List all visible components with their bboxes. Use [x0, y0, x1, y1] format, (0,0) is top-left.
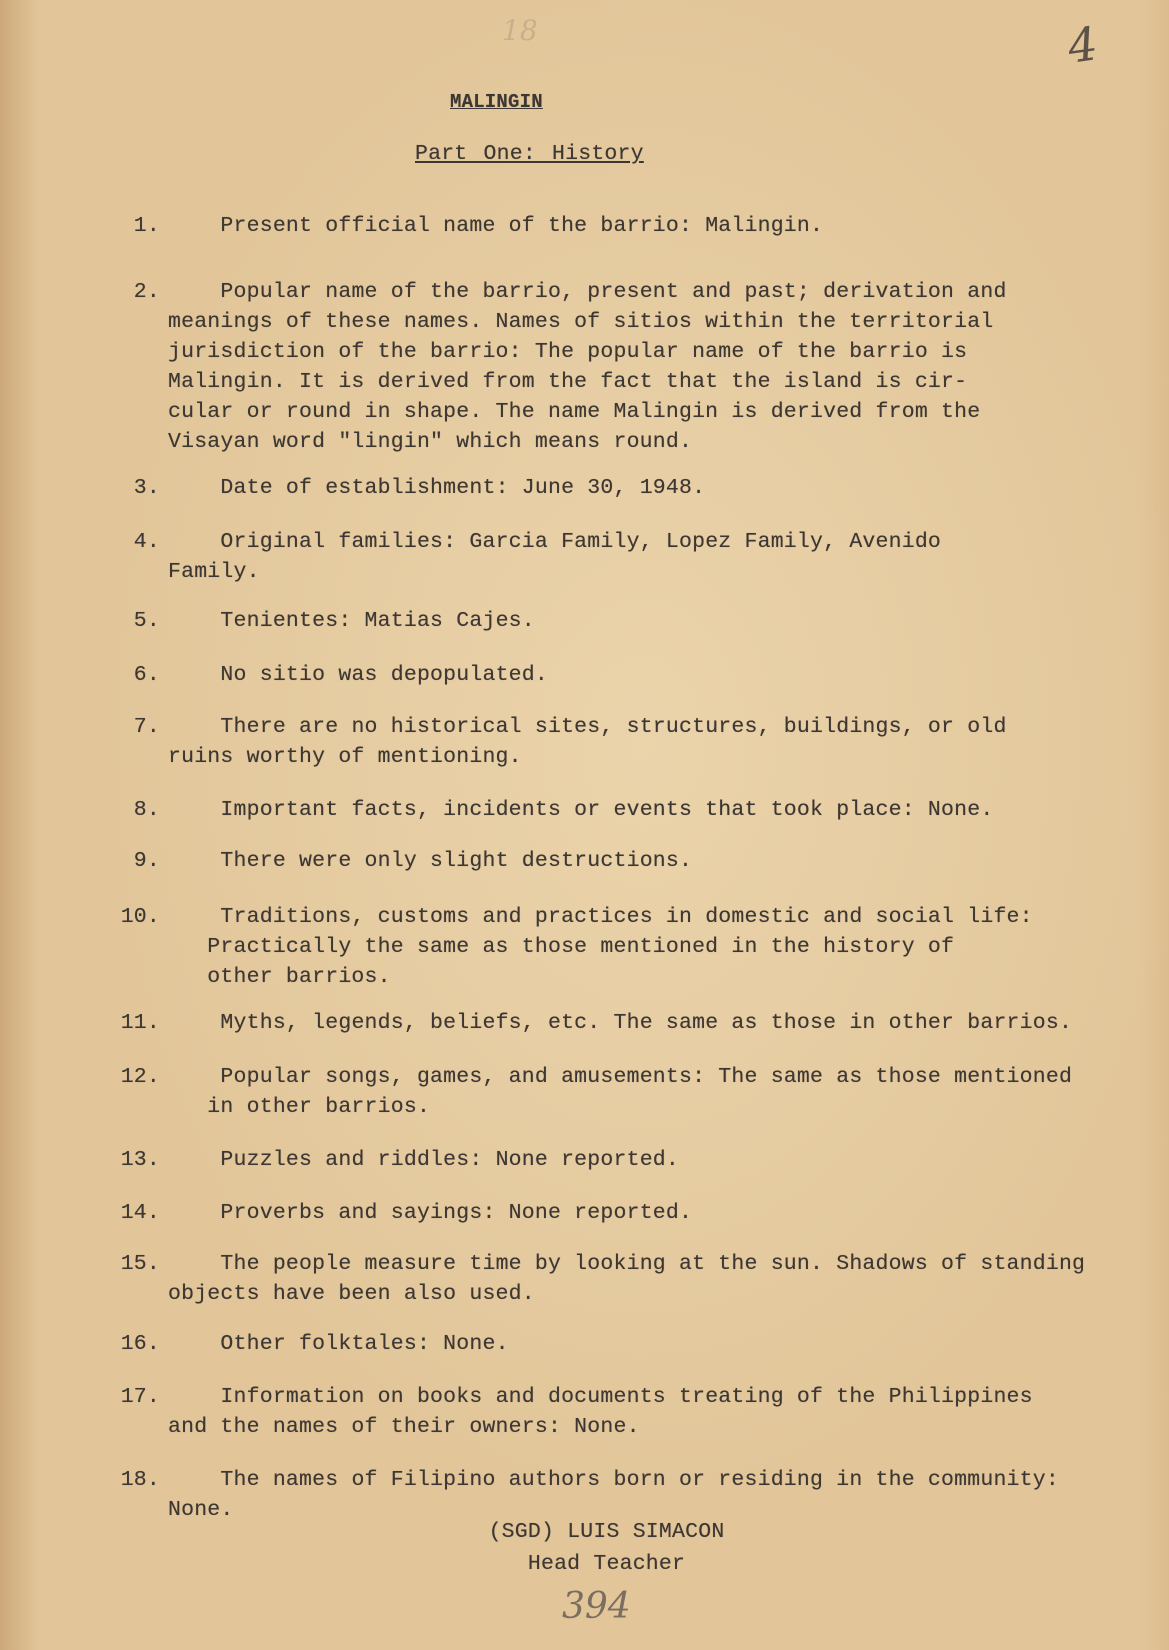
item-text-line: There were only slight destructions.	[220, 849, 693, 873]
item-text-line: There are no historical sites, structures, buildings, or old	[220, 715, 1007, 739]
section-title: Part One: History	[415, 142, 644, 166]
item-number: 3.	[133, 476, 160, 500]
item-text-line: Popular songs, games, and amusements: The same as those mentioned	[220, 1065, 1073, 1089]
item-text-line: Popular name of the barrio, present and past; derivation and	[220, 280, 1007, 304]
document-title: MALINGIN	[450, 91, 543, 113]
item-text-line: The people measure time by looking at the sun. Shadows of standing	[220, 1252, 1086, 1276]
item-text-line: No sitio was depopulated.	[220, 663, 548, 687]
item-number: 10.	[120, 905, 160, 929]
signature-role	[0, 1552, 1169, 1576]
item-text-line: Traditions, customs and practices in domestic and social life:	[220, 905, 1033, 929]
item-number: 17.	[120, 1385, 160, 1409]
item-text-line: and the names of their owners: None.	[168, 1415, 640, 1439]
item-text-line: Present official name of the barrio: Malingin.	[220, 214, 824, 238]
item-number: 8.	[133, 798, 160, 822]
signature-name-text: (SGD) LUIS SIMACON	[488, 1520, 725, 1544]
item-text-line: Information on books and documents treating of the Philippines	[220, 1385, 1033, 1409]
item-text-line: Family.	[168, 560, 260, 584]
item-number: 16.	[120, 1332, 160, 1356]
item-text-line: Original families: Garcia Family, Lopez Family, Avenido	[220, 530, 942, 554]
item-text-line: meanings of these names. Names of sitios within the territorial	[168, 310, 994, 334]
item-text-line: Practically the same as those mentioned in the history of	[168, 935, 955, 959]
item-text-line: The names of Filipino authors born or residing in the community:	[220, 1468, 1059, 1492]
item-text-line: in other barrios.	[168, 1095, 431, 1119]
item-text-line: None.	[168, 1498, 234, 1522]
handwritten-page-number-bottom: 394	[562, 1586, 631, 1627]
item-text-line: Important facts, incidents or events that took place: None.	[220, 798, 994, 822]
item-text-line: Tenientes: Matias Cajes.	[220, 609, 535, 633]
item-number: 13.	[120, 1148, 160, 1172]
item-number: 6.	[133, 663, 160, 687]
item-number: 7.	[133, 715, 160, 739]
item-text-line: cular or round in shape. The name Malingin is derived from the	[168, 400, 981, 424]
item-number: 4.	[133, 530, 160, 554]
item-text-line: Date of establishment: June 30, 1948.	[220, 476, 706, 500]
item-number: 15.	[120, 1252, 160, 1276]
item-text-line: other barrios.	[168, 965, 391, 989]
handwritten-corner-mark: 4	[1064, 16, 1101, 74]
item-text-line: Other folktales: None.	[220, 1332, 509, 1356]
handwritten-page-number-top: 18	[502, 14, 538, 47]
item-number: 2.	[133, 280, 160, 304]
signature-role-text: Head Teacher	[527, 1552, 686, 1576]
item-number: 1.	[133, 214, 160, 238]
item-text-line: Visayan word "lingin" which means round.	[168, 430, 693, 454]
item-text-line: jurisdiction of the barrio: The popular name of the barrio is	[168, 340, 968, 364]
item-text-line: Puzzles and riddles: None reported.	[220, 1148, 679, 1172]
item-text-line: ruins worthy of mentioning.	[168, 745, 522, 769]
item-number: 14.	[120, 1201, 160, 1225]
signature-name	[0, 1520, 1169, 1544]
item-number: 5.	[133, 609, 160, 633]
item-text-line: objects have been also used.	[168, 1282, 535, 1306]
item-text-line: Malingin. It is derived from the fact that the island is cir-	[168, 370, 968, 394]
item-number: 18.	[120, 1468, 160, 1492]
item-number: 9.	[133, 849, 160, 873]
item-number: 12.	[120, 1065, 160, 1089]
item-text-line: Myths, legends, beliefs, etc. The same as those in other barrios.	[220, 1011, 1073, 1035]
item-text-line: Proverbs and sayings: None reported.	[220, 1201, 693, 1225]
item-number: 11.	[120, 1011, 160, 1035]
